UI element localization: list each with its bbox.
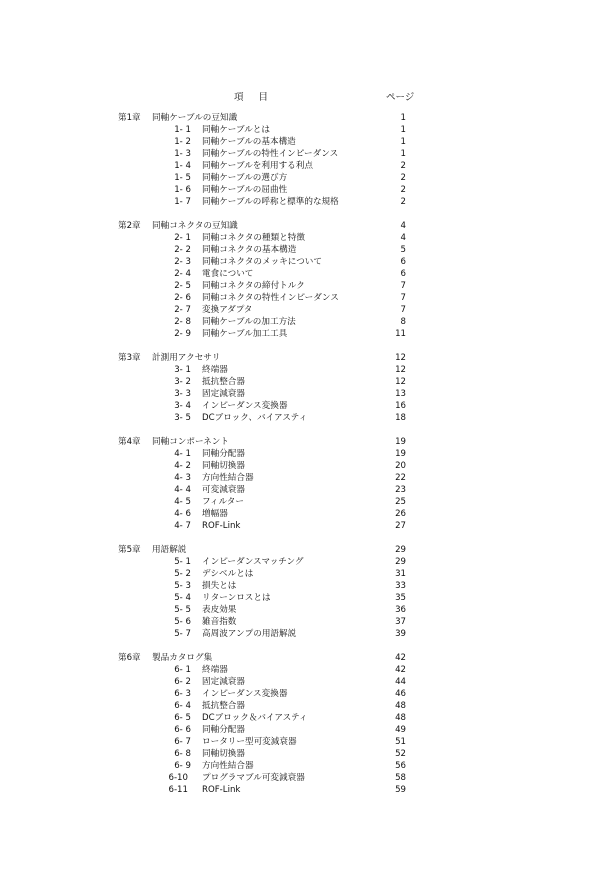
section-number: 1- 7 [174, 197, 191, 207]
toc-entry[interactable] [0, 388, 613, 400]
toc-entry[interactable] [0, 172, 613, 184]
section-number: 6- 7 [174, 737, 191, 747]
section-title[interactable]: 固定減衰器 [202, 389, 245, 399]
section-title[interactable]: 抵抗整合器 [202, 377, 245, 387]
page-number: 6 [400, 269, 406, 279]
section-number: 5- 2 [174, 569, 191, 579]
toc-entry[interactable] [0, 136, 613, 148]
section-number: 1- 5 [174, 173, 191, 183]
section-number: 2- 7 [174, 305, 191, 315]
section-title[interactable]: 雑音指数 [202, 617, 237, 627]
section-number: 2- 1 [174, 233, 191, 243]
section-title[interactable]: 終端器 [202, 365, 228, 375]
page-number: 6 [400, 257, 406, 267]
section-title[interactable]: 同軸ケーブルを利用する利点 [202, 161, 313, 171]
section-title[interactable]: プログラマブル可変減衰器 [202, 773, 305, 783]
chapter-title[interactable]: 計測用アクセサリ [152, 353, 221, 363]
chapter-heading-row[interactable] [0, 112, 613, 124]
section-title[interactable]: インピーダンス変換器 [202, 689, 288, 699]
section-number: 3- 3 [174, 389, 191, 399]
toc-entry[interactable] [0, 628, 613, 640]
page-number: 46 [395, 689, 406, 699]
page-number: 48 [395, 701, 406, 711]
section-number: 2- 8 [174, 317, 191, 327]
page-number: 2 [400, 197, 406, 207]
section-number: 6-10 [168, 773, 188, 783]
section-title[interactable]: DCブロック、バイアスティ [202, 413, 308, 423]
page-number: 58 [395, 773, 406, 783]
page-number: 42 [395, 665, 406, 675]
toc-entry[interactable] [0, 184, 613, 196]
section-number: 1- 6 [174, 185, 191, 195]
section-title[interactable]: 固定減衰器 [202, 677, 245, 687]
toc-entry[interactable] [0, 196, 613, 208]
page-number: 35 [395, 593, 406, 603]
page-number: 52 [395, 749, 406, 759]
page-number: 33 [395, 581, 406, 591]
toc-entry[interactable] [0, 508, 613, 520]
section-number: 6- 6 [174, 725, 191, 735]
section-title[interactable]: 方向性結合器 [202, 473, 254, 483]
section-title[interactable]: 同軸ケーブルの選び方 [202, 173, 288, 183]
chapter-heading-row[interactable] [0, 544, 613, 556]
page-number: 29 [395, 545, 406, 555]
page-number: 12 [395, 377, 406, 387]
section-number: 2- 3 [174, 257, 191, 267]
page-number: 12 [395, 365, 406, 375]
section-title[interactable]: デシベルとは [202, 569, 254, 579]
section-title[interactable]: 表皮効果 [202, 605, 237, 615]
section-number: 3- 2 [174, 377, 191, 387]
chapter-title[interactable]: 同軸コンポーネント [152, 437, 229, 447]
page-number: 51 [395, 737, 406, 747]
toc-entry[interactable] [0, 280, 613, 292]
page-number: 48 [395, 713, 406, 723]
toc-entry[interactable] [0, 496, 613, 508]
section-number: 2- 5 [174, 281, 191, 291]
toc-entry[interactable] [0, 688, 613, 700]
chapter-heading-row[interactable] [0, 220, 613, 232]
section-title[interactable]: 可変減衰器 [202, 485, 245, 495]
toc-entry[interactable] [0, 604, 613, 616]
section-title[interactable]: 増幅器 [202, 509, 228, 519]
toc-entry[interactable] [0, 724, 613, 736]
section-number: 1- 3 [174, 149, 191, 159]
page-number: 1 [400, 137, 406, 147]
section-number: 4- 3 [174, 473, 191, 483]
toc-entry[interactable] [0, 268, 613, 280]
chapter-label: 第4章 [118, 437, 141, 447]
chapter-label: 第1章 [118, 113, 141, 123]
section-number: 5- 4 [174, 593, 191, 603]
toc-entry[interactable] [0, 316, 613, 328]
section-title[interactable]: インピーダンスマッチング [202, 557, 304, 567]
toc-entry[interactable] [0, 712, 613, 724]
page-number: 56 [395, 761, 406, 771]
toc-entry[interactable] [0, 556, 613, 568]
section-title[interactable]: リターンロスとは [202, 593, 271, 603]
section-number: 3- 5 [174, 413, 191, 423]
chapter-label: 第5章 [118, 545, 141, 555]
chapter-4 [0, 436, 613, 532]
page-number: 13 [395, 389, 406, 399]
section-number: 4- 6 [174, 509, 191, 519]
section-number: 2- 9 [174, 329, 191, 339]
toc-entry[interactable] [0, 364, 613, 376]
toc-entry[interactable] [0, 736, 613, 748]
section-title[interactable]: 同軸ケーブルとは [202, 125, 270, 135]
toc-entry[interactable] [0, 232, 613, 244]
section-number: 6- 1 [174, 665, 191, 675]
page-number: 4 [400, 233, 406, 243]
section-number: 4- 7 [174, 521, 191, 531]
page-number: 44 [395, 677, 406, 687]
section-number: 5- 6 [174, 617, 191, 627]
toc-entry[interactable] [0, 448, 613, 460]
page-number: 36 [395, 605, 406, 615]
toc-entry[interactable] [0, 784, 613, 796]
section-title[interactable]: 同軸ケーブルの基本構造 [202, 137, 296, 147]
page-number: 1 [400, 149, 406, 159]
chapter-2 [0, 220, 613, 340]
page-number: 37 [395, 617, 406, 627]
toc-entry[interactable] [0, 412, 613, 424]
page-number: 2 [400, 173, 406, 183]
section-title[interactable]: 同軸ケーブルの呼称と標準的な規格 [202, 197, 339, 207]
section-number: 2- 2 [174, 245, 191, 255]
column-header-item: 項 目 [234, 92, 275, 103]
chapter-1 [0, 112, 613, 208]
page-number: 5 [400, 245, 406, 255]
page-number: 2 [400, 185, 406, 195]
toc-entry[interactable] [0, 592, 613, 604]
page-number: 4 [400, 221, 406, 231]
section-title[interactable]: 終端器 [202, 665, 228, 675]
column-header-page: ページ [386, 92, 415, 103]
section-number: 5- 3 [174, 581, 191, 591]
toc-entry[interactable] [0, 580, 613, 592]
page-number: 19 [395, 449, 406, 459]
chapter-6 [0, 652, 613, 796]
toc-entry[interactable] [0, 160, 613, 172]
page-number: 31 [395, 569, 406, 579]
page-number: 25 [395, 497, 406, 507]
toc-entry[interactable] [0, 520, 613, 532]
section-title[interactable]: 同軸ケーブルの特性インピーダンス [202, 149, 339, 159]
page-number: 42 [395, 653, 406, 663]
toc-entry[interactable] [0, 148, 613, 160]
toc-entry[interactable] [0, 748, 613, 760]
chapter-label: 第3章 [118, 353, 141, 363]
section-title[interactable]: 同軸コネクタの締付トルク [202, 281, 305, 291]
section-number: 6- 8 [174, 749, 191, 759]
section-title[interactable]: 同軸コネクタの特性インピーダンス [202, 293, 339, 303]
chapter-3 [0, 352, 613, 424]
page-number: 16 [395, 401, 406, 411]
toc-entry[interactable] [0, 256, 613, 268]
page-number: 23 [395, 485, 406, 495]
chapter-heading-row[interactable] [0, 352, 613, 364]
page-number: 26 [395, 509, 406, 519]
page-number: 59 [395, 785, 406, 795]
section-number: 6- 2 [174, 677, 191, 687]
section-title[interactable]: 同軸コネクタのメッキについて [202, 257, 322, 267]
section-title[interactable]: 電食について [202, 269, 254, 279]
toc-entry[interactable] [0, 676, 613, 688]
section-title[interactable]: 高周波アンプの用語解説 [202, 629, 297, 639]
section-title[interactable]: フィルター [202, 497, 244, 507]
section-number: 5- 7 [174, 629, 191, 639]
chapter-title[interactable]: 同軸コネクタの豆知識 [152, 221, 238, 231]
section-number: 6- 5 [174, 713, 191, 723]
section-number: 4- 4 [174, 485, 191, 495]
page-number: 1 [400, 113, 406, 123]
section-title[interactable]: 同軸分配器 [202, 725, 245, 735]
section-number: 5- 1 [174, 557, 191, 567]
section-number: 6- 9 [174, 761, 191, 771]
section-number: 2- 4 [174, 269, 191, 279]
section-title[interactable]: ロータリー型可変減衰器 [202, 737, 297, 747]
chapter-title[interactable]: 用語解説 [152, 545, 187, 555]
section-number: 1- 1 [174, 125, 191, 135]
page-number: 22 [395, 473, 406, 483]
toc-entry[interactable] [0, 568, 613, 580]
section-title[interactable]: インピーダンス変換器 [202, 401, 288, 411]
page-number: 27 [395, 521, 406, 531]
page-number: 49 [395, 725, 406, 735]
page-number: 7 [400, 305, 406, 315]
toc-entry[interactable] [0, 292, 613, 304]
page-number: 8 [400, 317, 406, 327]
section-title[interactable]: 変換アダプタ [202, 305, 253, 315]
section-title[interactable]: 同軸分配器 [202, 449, 245, 459]
page-number: 39 [395, 629, 406, 639]
chapter-label: 第6章 [118, 653, 141, 663]
section-number: 2- 6 [174, 293, 191, 303]
section-title[interactable]: 同軸切換器 [202, 749, 245, 759]
toc-entry[interactable] [0, 124, 613, 136]
toc-entry[interactable] [0, 460, 613, 472]
section-title[interactable]: 同軸コネクタの基本構造 [202, 245, 297, 255]
section-number: 4- 5 [174, 497, 191, 507]
section-number: 3- 4 [174, 401, 191, 411]
section-title[interactable]: ROF-Link [202, 785, 241, 795]
section-number: 4- 1 [174, 449, 191, 459]
chapter-label: 第2章 [118, 221, 141, 231]
section-number: 6- 4 [174, 701, 191, 711]
page-number: 19 [395, 437, 406, 447]
toc-entry[interactable] [0, 472, 613, 484]
chapter-heading-row[interactable] [0, 436, 613, 448]
section-title[interactable]: ROF-Link [202, 521, 241, 531]
section-number: 6-11 [168, 785, 188, 795]
toc-entry[interactable] [0, 700, 613, 712]
section-number: 1- 2 [174, 137, 191, 147]
toc-entry[interactable] [0, 244, 613, 256]
page-number: 20 [395, 461, 406, 471]
table-of-contents [0, 112, 613, 808]
section-title[interactable]: 損失とは [202, 581, 237, 591]
chapter-title[interactable]: 製品カタログ集 [152, 653, 213, 663]
page-number: 11 [395, 329, 406, 339]
section-title[interactable]: 同軸コネクタの種類と特徴 [202, 233, 305, 243]
toc-entry[interactable] [0, 664, 613, 676]
page-number: 2 [400, 161, 406, 171]
section-title[interactable]: 同軸ケーブルの屈曲性 [202, 185, 288, 195]
toc-entry[interactable] [0, 328, 613, 340]
section-title[interactable]: 同軸ケーブルの加工方法 [202, 317, 296, 327]
toc-entry[interactable] [0, 400, 613, 412]
page-number: 1 [400, 125, 406, 135]
section-number: 4- 2 [174, 461, 191, 471]
page-number: 29 [395, 557, 406, 567]
chapter-5 [0, 544, 613, 640]
page-number: 18 [395, 413, 406, 423]
section-number: 1- 4 [174, 161, 191, 171]
section-title[interactable]: 抵抗整合器 [202, 701, 245, 711]
section-title[interactable]: DCブロック＆バイアスティ [202, 713, 308, 723]
section-title[interactable]: 同軸切換器 [202, 461, 245, 471]
page-number: 7 [400, 293, 406, 303]
toc-entry[interactable] [0, 484, 613, 496]
chapter-title[interactable]: 同軸ケーブルの豆知識 [152, 113, 238, 123]
section-title[interactable]: 方向性結合器 [202, 761, 254, 771]
section-number: 3- 1 [174, 365, 191, 375]
toc-entry[interactable] [0, 376, 613, 388]
page-number: 12 [395, 353, 406, 363]
chapter-heading-row[interactable] [0, 652, 613, 664]
section-number: 6- 3 [174, 689, 191, 699]
page-number: 7 [400, 281, 406, 291]
toc-entry[interactable] [0, 760, 613, 772]
toc-entry[interactable] [0, 304, 613, 316]
section-number: 5- 5 [174, 605, 191, 615]
toc-entry[interactable] [0, 616, 613, 628]
section-title[interactable]: 同軸ケーブル加工工具 [202, 329, 288, 339]
toc-entry[interactable] [0, 772, 613, 784]
